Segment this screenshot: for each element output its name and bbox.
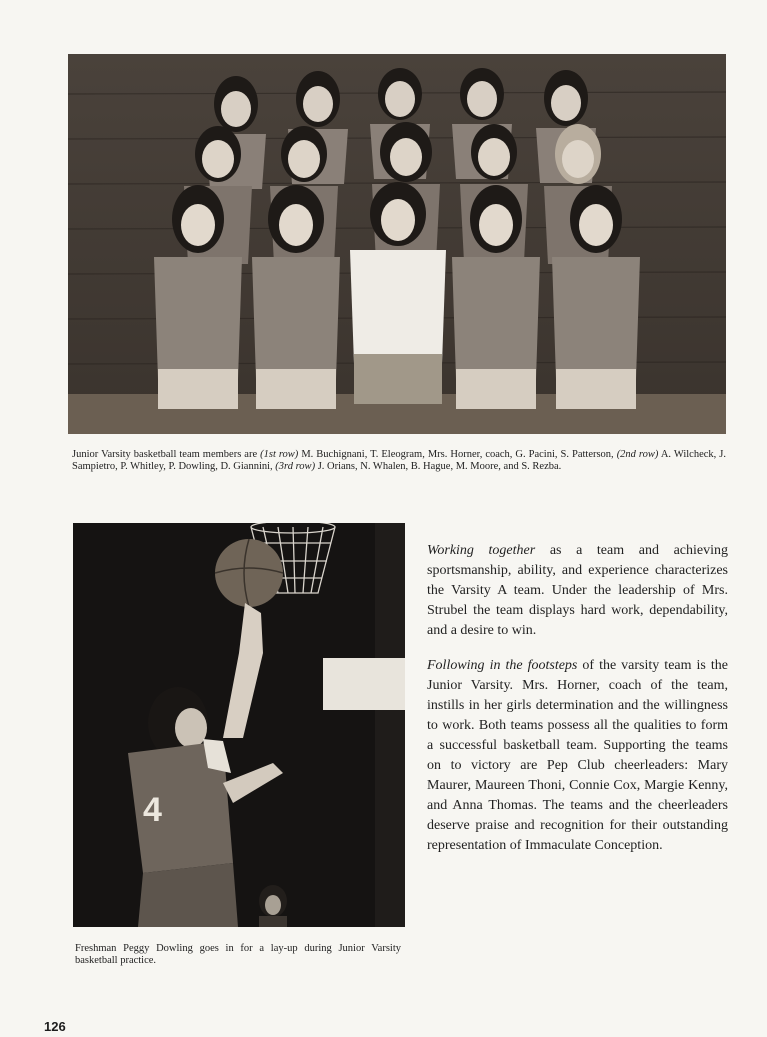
paragraph-body: of the varsity team is the Junior Varsity. Mrs. Horner, coach of the team, instills in her girls determination and the willingness to work. Both teams possess all the qualities to form a successful basketball team. Supporting the teams on to victory are Pep Club cheerleaders: Mary Maurer, Maureen Thoni, Connie Cox, Margie Kenny, and Anna Thomas. The teams and the cheerleaders deserve praise and recognition for their outstanding representation of Immaculate Conception. xyxy=(427,658,728,853)
article-paragraph xyxy=(427,541,728,641)
layup-photo-illustration xyxy=(73,523,405,927)
article-paragraph xyxy=(427,656,728,856)
jersey-number: 4 xyxy=(143,791,162,829)
team-photo-illustration xyxy=(68,54,726,434)
caption-text: A. Wilcheck, J. Sampietro, P. Whitley, P. Dowling, D. Giannini, xyxy=(72,449,726,472)
caption-text: Junior Varsity basketball team members are xyxy=(72,449,261,460)
layup-photo xyxy=(73,523,405,927)
paragraph-lead: Following in the footsteps xyxy=(427,658,578,673)
paragraph-lead: Working together xyxy=(427,543,536,558)
caption-row-label: (2nd row) xyxy=(616,449,659,460)
article-text xyxy=(427,541,728,871)
team-photo-caption xyxy=(72,449,726,472)
caption-row-label: (3rd row) xyxy=(275,460,316,472)
layup-photo-caption: Freshman Peggy Dowling goes in for a lay-up during Junior Varsity basketball practice. xyxy=(75,943,401,966)
team-photo xyxy=(68,54,726,434)
caption-text: M. Buchignani, T. Eleogram, Mrs. Horner, coach, G. Pacini, S. Patterson, xyxy=(298,449,617,460)
paragraph-body: as a team and achieving sportsmanship, ability, and experience characterizes the Varsity A team. Under the leadership of Mrs. Strubel the team displays hard work, dependability, and a desire to win. xyxy=(427,543,728,638)
caption-row-label: (1st row) xyxy=(260,449,299,460)
caption-text: J. Orians, N. Whalen, B. Hague, M. Moore, and S. Rezba. xyxy=(315,460,562,472)
page-number: 126 xyxy=(44,1019,66,1034)
